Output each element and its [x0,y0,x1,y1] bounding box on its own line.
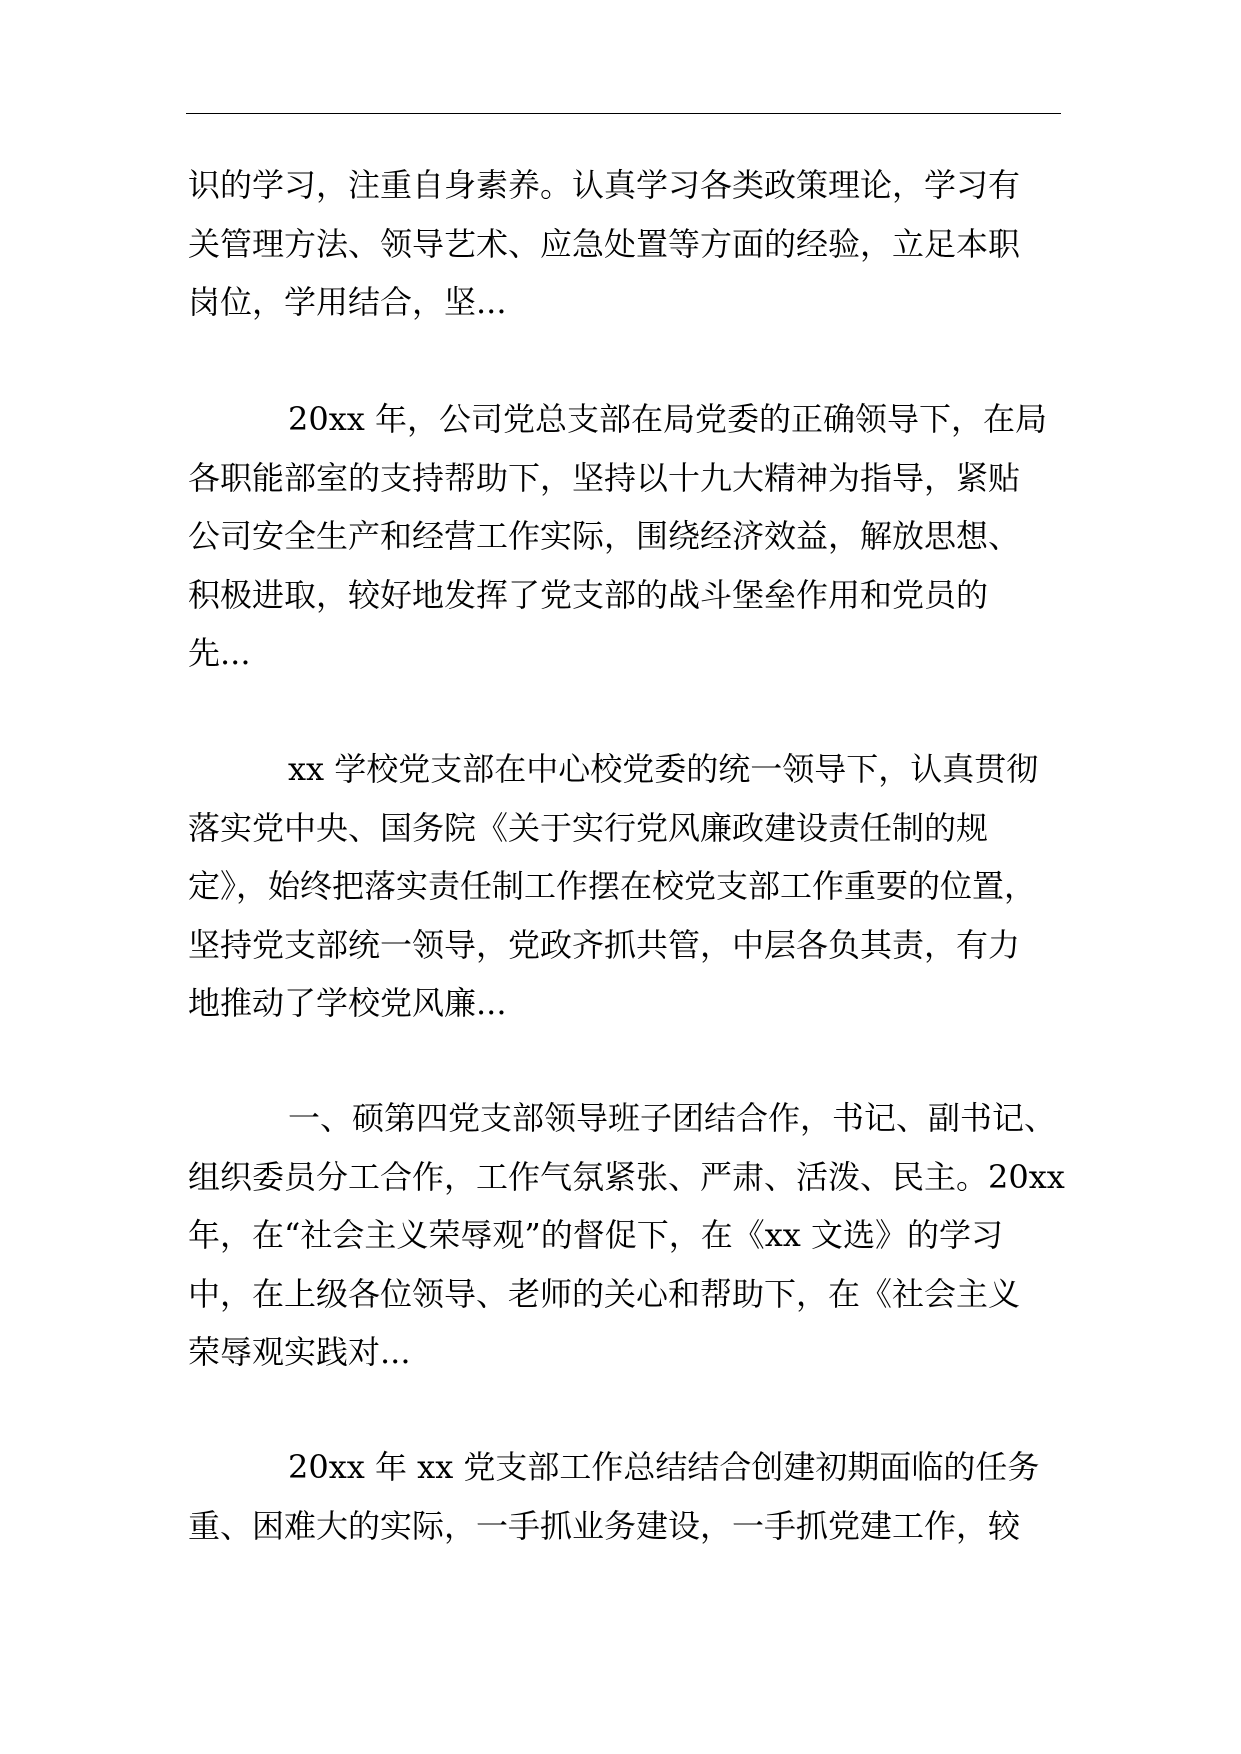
text-line: 坚持党支部统一领导，党政齐抓共管，中层各负其责，有力 [188,925,1021,964]
text-line: 荣辱观实践对... [188,1333,411,1371]
text-line: xx 学校党支部在中心校党委的统一领导下，认真贯彻 [288,750,1039,788]
text-line: 组织委员分工合作，工作气氛紧张、严肃、活泼、民主。20xx [188,1157,1065,1196]
text-line: 地推动了学校党风廉... [188,984,507,1022]
text-line: 识的学习，注重自身素养。认真学习各类政策理论，学习有 [188,166,1021,204]
paragraph-4 [188,1089,1068,1382]
paragraph-1 [188,156,1068,332]
paragraph-3 [188,740,1068,1033]
text-line: 积极进取，较好地发挥了党支部的战斗堡垒作用和党员的 [188,575,989,614]
text-line: 关管理方法、领导艺术、应急处置等方面的经验，立足本职 [188,224,1021,263]
paragraph-5 [188,1438,1068,1555]
text-line: 岗位，学用结合，坚... [188,283,507,321]
text-line: 先... [188,634,251,672]
paragraph-2 [188,390,1068,683]
text-line: 20xx 年，公司党总支部在局党委的正确领导下，在局 [288,400,1047,438]
text-line: 定》，始终把落实责任制工作摆在校党支部工作重要的位置， [188,867,1037,905]
text-line: 年，在“社会主义荣辱观”的督促下，在《xx 文选》的学习 [188,1216,1003,1254]
text-line: 重、困难大的实际，一手抓业务建设，一手抓党建工作，较 [188,1506,1021,1545]
text-line: 中，在上级各位领导、老师的关心和帮助下，在《社会主义 [188,1274,1021,1313]
header-rule [186,113,1061,114]
text-line: 落实党中央、国务院《关于实行党风廉政建设责任制的规 [188,808,989,847]
text-line: 各职能部室的支持帮助下，坚持以十九大精神为指导，紧贴 [188,458,1021,497]
text-line: 一、硕第四党支部领导班子团结合作，书记、副书记、 [288,1099,1057,1137]
text-line: 公司安全生产和经营工作实际，围绕经济效益，解放思想、 [188,517,1021,555]
text-line: 20xx 年 xx 党支部工作总结结合创建初期面临的任务 [288,1448,1040,1486]
